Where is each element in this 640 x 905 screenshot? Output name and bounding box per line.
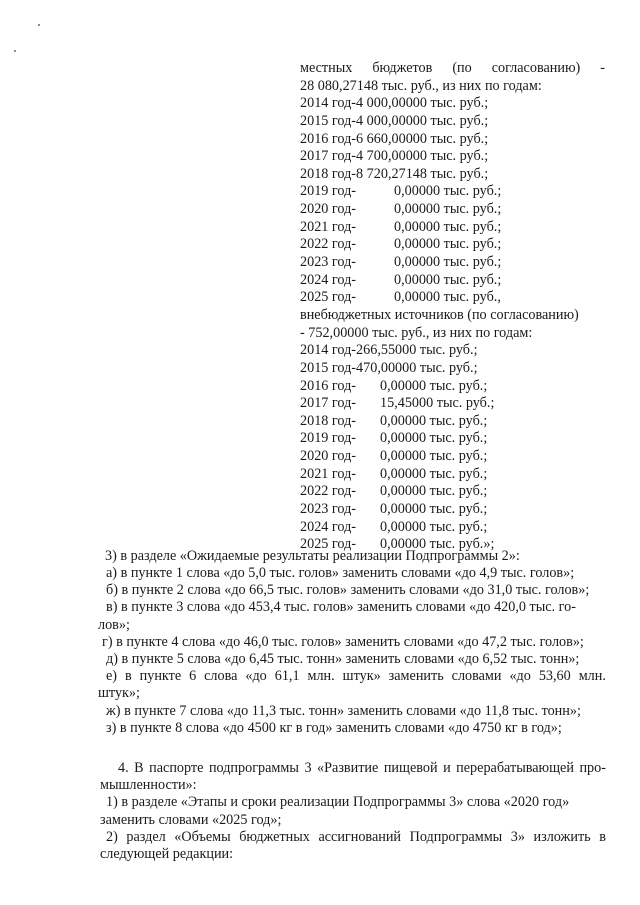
word: изложить xyxy=(533,828,591,845)
section3-item-g: ж) в пункте 7 слова «до 11,3 тыс. тонн» заменить словами «до 11,8 тыс. тонн»; xyxy=(106,702,581,719)
section3-heading: 3) в разделе «Ожидаемые результаты реализации Подпрограммы 2»: xyxy=(105,548,520,564)
year-value: 0,00000 тыс. руб.; xyxy=(380,465,488,482)
word: «до xyxy=(509,668,531,685)
year-label: 2019 год xyxy=(300,183,352,200)
year-value: 470,00000 тыс. руб.; xyxy=(356,359,478,376)
year-row xyxy=(300,113,605,131)
extrabudget-years-b xyxy=(300,378,605,554)
word: млн. xyxy=(307,668,335,685)
year-separator: - xyxy=(351,112,357,129)
year-value: 0,00000 тыс. руб.; xyxy=(394,236,502,253)
word: слова xyxy=(204,668,238,685)
year-label: 2015 год xyxy=(300,359,352,376)
extrabudget-years-a xyxy=(300,342,605,377)
word: «до xyxy=(245,668,267,685)
year-value: 8 720,27148 тыс. руб.; xyxy=(356,165,489,182)
word: перерабатывающей xyxy=(456,760,574,776)
budget-intro-line2: 28 080,27148 тыс. руб., из них по годам: xyxy=(300,77,542,94)
section3-item-f xyxy=(102,668,606,685)
budget-column xyxy=(300,60,605,554)
year-separator: - xyxy=(351,536,357,553)
year-separator: - xyxy=(351,395,357,412)
section3-items xyxy=(98,565,606,737)
year-label: 2023 год xyxy=(300,501,352,518)
word: раздел xyxy=(126,828,166,845)
budget-years-zero xyxy=(300,183,605,306)
year-separator: - xyxy=(351,465,357,482)
year-row xyxy=(300,183,605,201)
year-value: 0,00000 тыс. руб.; xyxy=(380,430,488,447)
word: и xyxy=(443,760,451,776)
section3-item-f-cont: штук»; xyxy=(98,685,140,702)
word: бюджетных xyxy=(239,828,310,845)
year-row xyxy=(300,272,605,290)
year-separator: - xyxy=(351,254,357,271)
year-label: 2021 год xyxy=(300,218,352,235)
year-separator: - xyxy=(351,483,357,500)
year-separator: - xyxy=(351,518,357,535)
budget-years-nonzero xyxy=(300,95,605,183)
year-separator: - xyxy=(351,148,357,165)
year-label: 2014 год xyxy=(300,342,352,359)
year-label: 2020 год xyxy=(300,448,352,465)
year-label: 2024 год xyxy=(300,518,352,535)
section4 xyxy=(102,760,606,863)
section4-item2-line1 xyxy=(102,829,606,846)
year-value: 0,00000 тыс. руб.; xyxy=(380,412,488,429)
word: млн. xyxy=(578,668,606,685)
year-row xyxy=(300,395,605,413)
section4-title-line1 xyxy=(102,760,606,777)
extrabudget-intro-line1: внебюджетных источников (по согласованию) xyxy=(300,306,579,323)
year-label: 2014 год xyxy=(300,95,352,112)
word: е) xyxy=(106,668,118,685)
word: 53,60 xyxy=(538,668,571,685)
section3-item-d: г) в пункте 4 слова «до 46,0 тыс. голов» заменить словами «до 47,2 тыс. голов»; xyxy=(102,633,584,650)
scan-speck xyxy=(14,50,16,52)
year-row xyxy=(300,466,605,484)
section3-item-c: в) в пункте 3 слова «до 453,4 тыс. голов» заменить словами «до 420,0 тыс. го- xyxy=(106,599,576,616)
word: заменить xyxy=(388,668,444,685)
word: ассигнований xyxy=(318,828,402,845)
year-row xyxy=(300,95,605,113)
year-value: 0,00000 тыс. руб.; xyxy=(380,448,488,465)
year-label: 2021 год xyxy=(300,465,352,482)
section3-item-b: б) в пункте 2 слова «до 66,5 тыс. голов» заменить словами «до 31,0 тыс. голов»; xyxy=(106,582,590,599)
word: словами xyxy=(451,668,502,685)
year-value: 0,00000 тыс. руб., xyxy=(394,289,501,306)
year-label: 2025 год xyxy=(300,536,352,553)
year-value: 0,00000 тыс. руб.; xyxy=(394,271,502,288)
word: в xyxy=(599,828,606,845)
word: 3 xyxy=(304,760,312,776)
word: пищевой xyxy=(383,760,438,776)
word: «Объемы xyxy=(174,828,231,845)
year-row xyxy=(300,131,605,149)
year-separator: - xyxy=(351,201,357,218)
section3-item-e: д) в пункте 5 слова «до 6,45 тыс. тонн» заменить словами «до 6,52 тыс. тонн»; xyxy=(106,650,580,667)
word: пункте xyxy=(139,668,182,685)
section4-item1-line1: 1) в разделе «Этапы и сроки реализации Подпрограммы 3» слова «2020 год» xyxy=(106,794,570,811)
section3-item-h: з) в пункте 8 слова «до 4500 кг в год» заменить словами «до 4750 кг в год»; xyxy=(106,719,562,736)
year-value: 0,00000 тыс. руб.; xyxy=(380,377,488,394)
year-value: 0,00000 тыс. руб.; xyxy=(394,201,502,218)
word: 61,1 xyxy=(274,668,300,685)
word: В xyxy=(134,760,144,776)
year-row xyxy=(300,201,605,219)
year-separator: - xyxy=(351,183,357,200)
year-separator: - xyxy=(351,359,357,376)
year-separator: - xyxy=(351,342,357,359)
year-row xyxy=(300,483,605,501)
year-label: 2017 год xyxy=(300,148,352,165)
year-separator: - xyxy=(351,218,357,235)
budget-intro-line1: местных бюджетов (по согласованию) - xyxy=(300,60,605,76)
year-separator: - xyxy=(351,377,357,394)
year-row xyxy=(300,148,605,166)
word: про- xyxy=(579,760,606,776)
year-separator: - xyxy=(351,448,357,465)
scan-speck xyxy=(38,24,40,26)
year-value: 6 660,00000 тыс. руб.; xyxy=(356,130,489,147)
year-row xyxy=(300,519,605,537)
word: паспорте xyxy=(149,760,204,776)
year-separator: - xyxy=(351,95,357,112)
word: Подпрограммы xyxy=(409,828,503,845)
year-row xyxy=(300,501,605,519)
year-row xyxy=(300,289,605,307)
word: штук» xyxy=(342,668,381,685)
year-value: 0,00000 тыс. руб.; xyxy=(380,501,488,518)
year-row xyxy=(300,378,605,396)
word: 3» xyxy=(510,828,525,845)
year-row xyxy=(300,430,605,448)
year-separator: - xyxy=(351,236,357,253)
year-label: 2024 год xyxy=(300,271,352,288)
year-row xyxy=(300,254,605,272)
year-value: 0,00000 тыс. руб.; xyxy=(380,518,488,535)
year-value: 15,45000 тыс. руб.; xyxy=(380,395,495,412)
year-label: 2020 год xyxy=(300,201,352,218)
year-row xyxy=(300,360,605,378)
year-separator: - xyxy=(351,271,357,288)
section3-item-c-cont: лов»; xyxy=(98,616,130,633)
year-value: 0,00000 тыс. руб.; xyxy=(394,183,502,200)
year-row xyxy=(300,219,605,237)
year-value: 266,55000 тыс. руб.; xyxy=(356,342,478,359)
section3-item-a: а) в пункте 1 слова «до 5,0 тыс. голов» заменить словами «до 4,9 тыс. голов»; xyxy=(106,565,575,581)
year-label: 2022 год xyxy=(300,236,352,253)
word: 2) xyxy=(106,828,118,845)
year-label: 2016 год xyxy=(300,377,352,394)
year-row xyxy=(300,413,605,431)
year-value: 4 000,00000 тыс. руб.; xyxy=(356,95,489,112)
year-label: 2019 год xyxy=(300,430,352,447)
year-separator: - xyxy=(351,289,357,306)
word: 6 xyxy=(189,668,197,685)
section4-item1-line2: заменить словами «2025 год»; xyxy=(100,811,282,828)
year-row xyxy=(300,342,605,360)
year-value: 0,00000 тыс. руб.; xyxy=(380,483,488,500)
year-value: 4 700,00000 тыс. руб.; xyxy=(356,148,489,165)
year-separator: - xyxy=(351,430,357,447)
year-label: 2016 год xyxy=(300,130,352,147)
word: 4. xyxy=(118,760,129,776)
year-value: 0,00000 тыс. руб.; xyxy=(394,218,502,235)
year-value: 0,00000 тыс. руб.; xyxy=(394,254,502,271)
word: в xyxy=(124,668,132,685)
year-separator: - xyxy=(351,412,357,429)
year-label: 2018 год xyxy=(300,412,352,429)
year-row xyxy=(300,236,605,254)
year-separator: - xyxy=(351,501,357,518)
word: подпрограммы xyxy=(208,760,299,776)
year-label: 2017 год xyxy=(300,395,352,412)
year-separator: - xyxy=(351,130,357,147)
extrabudget-intro-line2: - 752,00000 тыс. руб., из них по годам: xyxy=(300,324,533,341)
section4-title-line2: мышленности»: xyxy=(100,777,197,794)
year-value: 4 000,00000 тыс. руб.; xyxy=(356,112,489,129)
year-label: 2025 год xyxy=(300,289,352,306)
section4-item2-line2: следующей редакции: xyxy=(100,845,234,862)
year-label: 2023 год xyxy=(300,254,352,271)
year-value: 0,00000 тыс. руб.»; xyxy=(380,536,495,553)
year-row xyxy=(300,166,605,184)
year-label: 2015 год xyxy=(300,112,352,129)
word: «Развитие xyxy=(317,760,379,776)
year-row xyxy=(300,448,605,466)
year-separator: - xyxy=(351,165,357,182)
year-label: 2018 год xyxy=(300,165,352,182)
year-label: 2022 год xyxy=(300,483,352,500)
